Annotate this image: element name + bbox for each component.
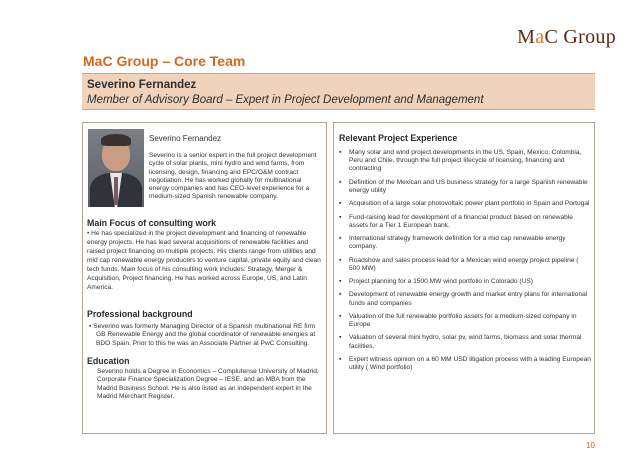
- experience-item: ▪ Valuation of the full renewable portfolio assets for a medium-sized company in Europe: [339, 313, 591, 329]
- experience-item: ▪ Roadshow and sales process lead for a Mexican wind energy project pipeline ( 500 MW): [339, 257, 591, 273]
- profile-banner: [82, 73, 595, 110]
- experience-heading: Relevant Project Experience: [339, 133, 458, 143]
- experience-item: ▪ Many solar and wind project developments in the US, Spain, Mexico, Colombia, Peru and Chile, through the full project lifecycle of licensing, financing and contracting: [339, 149, 591, 174]
- experience-panel: [333, 122, 595, 434]
- main-focus-text: • He has specialized in the project development and financing of renewable energy projects. He has lead several acquisitions of renewable facilities and raised project financing on multiple projects. His clients range from utilities and mid cap renewable energy producers to venture capital, private equity and clean tech funds. Main focus of his consulting work includes: Strategy, Merger & Acquisition, Project financing. He has worked across Europe, US, and Latin America.: [87, 230, 321, 291]
- experience-item: ▪ Development of renewable energy growth and market entry plans for international funds and companies: [339, 291, 591, 307]
- banner-role: Member of Advisory Board – Expert in Project Development and Management: [87, 94, 484, 106]
- page-title: MaC Group – Core Team: [83, 53, 246, 69]
- experience-item: ▪ Expert witness opinion on a 60 MM USD litigation process with a leading European utility ( Wind portfolio): [339, 356, 591, 372]
- professional-heading: Professional background: [87, 309, 193, 319]
- logo-prefix: M: [517, 26, 536, 48]
- experience-item: ▪ Definition of the Mexican and US business strategy for a large Spanish renewable energy utility: [339, 179, 591, 195]
- banner-name: Severino Fernandez: [87, 79, 197, 91]
- profile-photo: [88, 129, 144, 207]
- experience-item: ▪ Valuation of several mini hydro, solar pv, wind farms, biomass and solar thermal facilities.: [339, 334, 591, 350]
- education-heading: Education: [87, 356, 130, 366]
- bio-text: Severino is a senior expert in the full project development cycle of solar plants, mini hydro and wind farms, from licensing, design, financing and EPC/O&M contract negotiation. He has worked globally for multinational energy companies and has CEO-level experience for a medium-sized Spanish renewable company.: [149, 152, 317, 201]
- experience-item: ▪ Project planning for a 1500 MW wind portfolio in Colorado (US): [339, 278, 591, 286]
- experience-list: [339, 149, 591, 377]
- logo-accent: a: [535, 26, 545, 48]
- profile-panel: [82, 122, 327, 434]
- professional-text: ▪ Severino was formerly Managing Director of a Spanish multinational RE firm GB Renewable Energy and the global coordinator of renewable energies at BDO Spain. Prior to this he was an Associate Partner at PwC Consulting.: [89, 323, 316, 347]
- experience-item: ▪ Fund-raising lead for development of a financial product based on renewable assets for a Tier 1 European bank.: [339, 214, 591, 230]
- experience-item: ▪ International strategy framework definition for a mid cap renewable energy company.: [339, 235, 591, 251]
- bio-name: Severino Fernandez: [149, 134, 222, 143]
- education-text: Severino holds a Degree in Economics – Complutense University of Madrid, Corporate Finance Specialization Degree – IESE, and an MBA from the Madrid Business School. He is also listed as an independent expert in the Madrid Merchant Register.: [97, 368, 319, 400]
- page-number: 10: [586, 441, 595, 450]
- main-focus-heading: Main Focus of consulting work: [87, 218, 217, 228]
- company-logo: [517, 26, 616, 49]
- logo-suffix: C Group: [544, 26, 616, 48]
- experience-item: ▪ Acquisition of a large solar photovoltaic power plant portfolio in Spain and Portugal: [339, 200, 591, 208]
